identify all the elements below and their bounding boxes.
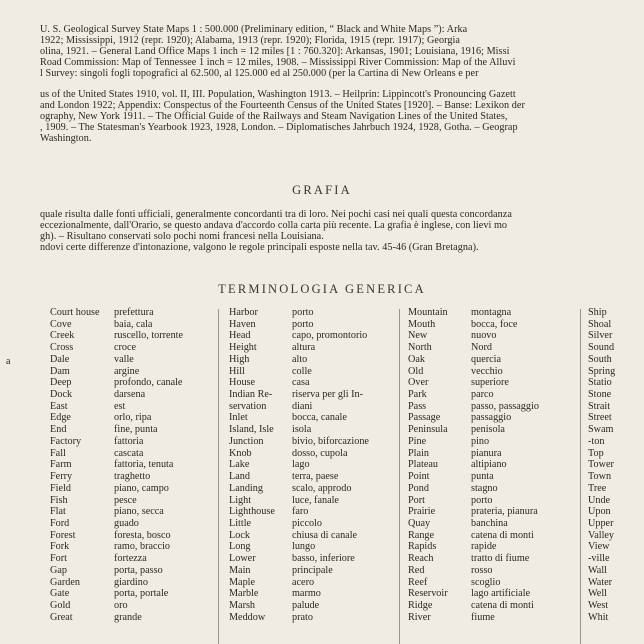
italian-term: capo, promontorio [292, 330, 368, 342]
italian-term: superiore [471, 377, 509, 389]
english-term: Farm [50, 459, 72, 471]
english-term: Cove [50, 318, 72, 330]
italian-term: passo, passaggio [471, 400, 539, 412]
italian-term: ruscello, torrente [114, 330, 184, 342]
english-term: Silver [588, 330, 613, 342]
italian-term: parco [471, 389, 494, 401]
italian-term: diani [292, 400, 313, 412]
italian-term: palude [292, 599, 320, 611]
english-term: End [50, 424, 67, 436]
english-term: Peninsula [408, 424, 448, 436]
italian-term: chiusa di canale [292, 529, 358, 541]
italian-term: fortezza [114, 553, 147, 565]
grafia-line: ndovi certe differenze d'intonazione, valgono le regole principali esposte nella tav. 45-46 (Gran Bretagna). [40, 242, 479, 253]
source-line: l Survey: singoli fogli topografici al 62.500, al 125.000 ed al 250.000 (per la Cartina di New Orleans e per [40, 68, 479, 79]
italian-term: porto [292, 307, 314, 318]
italian-term: porta, portale [114, 588, 169, 600]
english-term: South [588, 353, 612, 365]
grafia-line: gh). – Risultano conservati solo pochi nomi francesi nella Louisiana. [40, 231, 324, 242]
english-term: Stone [588, 389, 612, 401]
english-term: Old [408, 365, 424, 377]
english-term: View [588, 541, 610, 553]
english-term: Reef [408, 576, 428, 588]
italian-term: altura [292, 342, 316, 354]
source-line: us of the United States 1910, vol. II, III. Population, Washington 1913. – Heilprin: Lippincott's Pronouncing Gazett [40, 89, 516, 100]
english-term: Shoal [588, 318, 612, 330]
column-divider [580, 309, 581, 644]
source-line: Road Commission: Map of Tennessee 1 inch = 12 miles, 1908. – Mississippi River Commission: Map of the Alluvi [40, 57, 516, 68]
italian-term: isola [292, 424, 312, 436]
italian-term: passaggio [471, 412, 512, 424]
italian-term: principale [292, 564, 333, 576]
english-term: Wall [588, 564, 607, 576]
italian-term: banchina [471, 517, 508, 529]
english-term: Cross [50, 342, 74, 354]
italian-term: punta [471, 471, 494, 483]
italian-term: bivio, biforcazione [292, 435, 369, 447]
english-term: Rapids [408, 541, 437, 553]
italian-term: nuovo [471, 330, 497, 342]
english-term: Upper [588, 517, 614, 529]
english-term: Lake [229, 459, 250, 471]
italian-term: cascata [114, 447, 144, 459]
italian-term: casa [292, 377, 310, 389]
english-term: Ship [588, 307, 607, 318]
italian-term: prato [292, 611, 313, 623]
english-term: Great [50, 611, 73, 623]
english-term: Lower [229, 553, 256, 565]
italian-term: terra, paese [292, 471, 339, 483]
english-term: Long [229, 541, 251, 553]
english-term: Forest [50, 529, 76, 541]
italian-term: traghetto [114, 471, 151, 483]
grafia-line: eccezionalmente, dall'Orario, se questo andava d'accordo colla carta più recente. La grafia è inglese, con lievi mo [40, 220, 508, 231]
italian-term: basso, inferiore [292, 553, 355, 565]
english-term: Field [50, 482, 71, 494]
source-line: U. S. Geological Survey State Maps 1 : 500.000 (Preliminary edition, “ Black and White Maps ”): Arka [40, 24, 468, 35]
italian-term: alto [292, 353, 308, 365]
english-term: Meddow [229, 611, 266, 623]
english-term: Marsh [229, 599, 256, 611]
english-term: Mouth [408, 318, 436, 330]
english-term: Court house [50, 307, 100, 318]
english-term: Fork [50, 541, 70, 553]
italian-term: croce [114, 342, 137, 354]
english-term: Statio [588, 377, 612, 389]
italian-term: guado [114, 517, 139, 529]
english-term: House [229, 377, 256, 389]
english-term: Red [408, 564, 425, 576]
english-term: West [588, 599, 609, 611]
english-term: Head [229, 330, 251, 342]
english-term: Garden [50, 576, 80, 588]
english-term: Height [229, 342, 257, 354]
italian-term: penisola [471, 424, 505, 436]
english-term: Upon [588, 506, 611, 518]
italian-term: lago artificiale [471, 588, 531, 600]
italian-term: quercia [471, 353, 501, 365]
english-term: Gate [50, 588, 70, 600]
italian-term: foresta, bosco [114, 529, 171, 541]
italian-term: rapide [471, 541, 497, 553]
english-term: Pine [408, 435, 427, 447]
italian-term: pino [471, 435, 490, 447]
grafia-line: quale risulta dalle fonti ufficiali, generalmente concordanti tra di loro. Nei pochi casi nei quali questa concordanza [40, 209, 512, 220]
column-divider [218, 309, 219, 644]
italian-term: orlo, ripa [114, 412, 152, 424]
italian-term: bocca, foce [471, 318, 518, 330]
italian-term: pesce [114, 494, 137, 506]
english-term: Oak [408, 353, 425, 365]
italian-term: piano, secca [114, 506, 164, 518]
english-term: Light [229, 494, 252, 506]
italian-term: catena di monti [471, 599, 534, 611]
english-term: -ton [588, 435, 605, 447]
english-term: Ridge [408, 599, 433, 611]
english-term: Ford [50, 517, 70, 529]
italian-term: fine, punta [114, 424, 158, 436]
english-term: Island, Isle [229, 424, 274, 436]
english-term: Inlet [229, 412, 248, 424]
italian-term: luce, fanale [292, 494, 339, 506]
italian-term: montagna [471, 307, 512, 318]
italian-term: porto [292, 318, 314, 330]
english-term: Plateau [408, 459, 438, 471]
english-term: Fish [50, 494, 68, 506]
english-term: Point [408, 471, 430, 483]
english-term: Harbor [229, 307, 258, 318]
english-term: Well [588, 588, 607, 600]
english-term: Indian Re- [229, 389, 273, 401]
italian-term: bocca, canale [292, 412, 347, 424]
italian-term: fiume [471, 611, 495, 623]
italian-term: piano, campo [114, 482, 169, 494]
english-term: Over [408, 377, 429, 389]
italian-term: darsena [114, 389, 146, 401]
italian-term: stagno [471, 482, 498, 494]
english-term: Marble [229, 588, 259, 600]
english-term: Plain [408, 447, 429, 459]
english-term: Lighthouse [229, 506, 275, 518]
english-term: Tree [588, 482, 607, 494]
italian-term: altipiano [471, 459, 507, 471]
source-line: 1922; Mississippi, 1912 (repr. 1920); Alabama, 1913 (repr. 1920); Florida, 1915 (repr. 1917); Georgia [40, 35, 460, 46]
italian-term: piccolo [292, 517, 322, 529]
english-term: Ferry [50, 471, 73, 483]
source-line: and London 1922; Appendix: Conspectus of the Fourteenth Census of the United States [1920]. – Banse: Lexikon der [40, 100, 525, 111]
source-line: ography, New York 1911. – The Official Guide of the Railways and Steam Navigation Lines of the United States, [40, 111, 508, 122]
english-term: Fall [50, 447, 66, 459]
source-line: olina, 1921. – General Land Office Maps 1 inch = 12 miles [1 : 760.320]: Arkansas, 1901; Louisiana, 1916; Missi [40, 46, 510, 57]
italian-term: porta, passo [114, 564, 163, 576]
italian-term: prateria, pianura [471, 506, 538, 518]
italian-term: acero [292, 576, 315, 588]
english-term: Knob [229, 447, 252, 459]
english-term: Dock [50, 389, 73, 401]
english-term: River [408, 611, 431, 623]
english-term: Street [588, 412, 612, 424]
italian-term: prefettura [114, 307, 154, 318]
italian-term: profondo, canale [114, 377, 183, 389]
english-term: Reservoir [408, 588, 448, 600]
english-term: Mountain [408, 307, 448, 318]
italian-term: vecchio [471, 365, 503, 377]
english-term: Fort [50, 553, 67, 565]
english-term: Dale [50, 353, 70, 365]
english-term: Gap [50, 564, 67, 576]
italian-term: faro [292, 506, 309, 518]
italian-term: porto [471, 494, 493, 506]
italian-term: argine [114, 365, 140, 377]
english-term: Prairie [408, 506, 436, 518]
english-term: Reach [408, 553, 434, 565]
italian-term: giardino [114, 576, 148, 588]
english-term: Spring [588, 365, 616, 377]
english-term: Hill [229, 365, 245, 377]
english-term: Lock [229, 529, 250, 541]
italian-term: pianura [471, 447, 502, 459]
english-term: Range [408, 529, 435, 541]
english-term: Unde [588, 494, 611, 506]
italian-term: scalo, approdo [292, 482, 352, 494]
italian-term: oro [114, 599, 128, 611]
italian-term: colle [292, 365, 312, 377]
english-term: Pass [408, 400, 427, 412]
english-term: Town [588, 471, 612, 483]
english-term: Pond [408, 482, 429, 494]
english-term: Edge [50, 412, 71, 424]
column-divider [399, 309, 400, 644]
english-term: Swam [588, 424, 614, 436]
english-term: Water [588, 576, 613, 588]
english-term: High [229, 353, 250, 365]
english-term: Park [408, 389, 427, 401]
italian-term: rosso [471, 564, 493, 576]
english-term: -ville [588, 553, 610, 565]
english-term: Whit [588, 611, 609, 623]
italian-term: lago [292, 459, 310, 471]
english-term: Maple [229, 576, 256, 588]
italian-term: riserva per gli In- [292, 389, 363, 401]
italian-term: ramo, braccio [114, 541, 171, 553]
english-term: servation [229, 400, 267, 412]
italian-term: fattoria [114, 435, 144, 447]
english-term: Factory [50, 435, 82, 447]
english-term: Gold [50, 599, 71, 611]
english-term: Sound [588, 342, 615, 354]
english-term: Top [588, 447, 604, 459]
english-term: Landing [229, 482, 263, 494]
italian-term: fattoria, tenuta [114, 459, 174, 471]
english-term: Main [229, 564, 251, 576]
italian-term: scoglio [471, 576, 501, 588]
italian-term: marmo [292, 588, 321, 600]
section-heading-grafia: GRAFIA [292, 183, 352, 197]
source-line: , 1909. – The Statesman's Yearbook 1923, 1928, London. – Diplomatisches Jahrbuch 1924, 1928, Gotha. – Geograp [40, 122, 518, 133]
english-term: Dam [50, 365, 70, 377]
italian-term: est [114, 400, 126, 412]
italian-term: lungo [292, 541, 316, 553]
italian-term: baia, cala [114, 318, 153, 330]
source-line: Washington. [40, 133, 92, 144]
english-term: Flat [50, 506, 66, 518]
english-term: Passage [408, 412, 441, 424]
italian-term: grande [114, 611, 142, 623]
italian-term: catena di monti [471, 529, 534, 541]
english-term: Creek [50, 330, 75, 342]
italian-term: Nord [471, 342, 492, 354]
english-term: Haven [229, 318, 256, 330]
english-term: Strait [588, 400, 611, 412]
italian-term: dosso, cupola [292, 447, 348, 459]
english-term: Deep [50, 377, 72, 389]
english-term: Junction [229, 435, 264, 447]
italian-term: tratto di fiume [471, 553, 530, 565]
margin-mark: a [6, 356, 11, 367]
english-term: Valley [588, 529, 615, 541]
english-term: North [408, 342, 432, 354]
english-term: Quay [408, 517, 431, 529]
english-term: Little [229, 517, 252, 529]
section-heading-terminologia: TERMINOLOGIA GENERICA [218, 282, 426, 296]
english-term: East [50, 400, 68, 412]
english-term: Port [408, 494, 425, 506]
english-term: Tower [588, 459, 614, 471]
italian-term: valle [114, 353, 134, 365]
english-term: New [408, 330, 428, 342]
english-term: Land [229, 471, 250, 483]
